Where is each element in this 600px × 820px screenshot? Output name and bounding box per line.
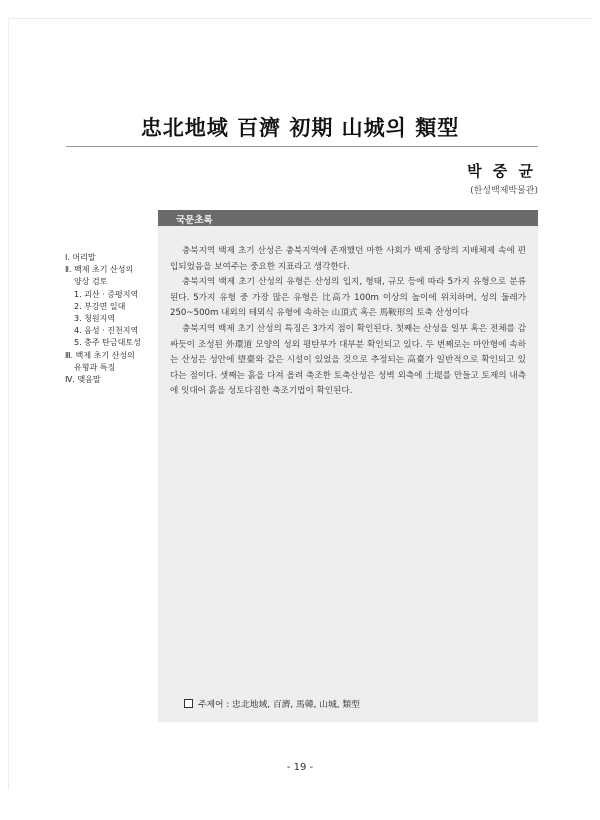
toc-item: Ⅱ. 백제 초기 산성의 [65, 265, 134, 275]
author-affiliation: (한성백제박물관) [470, 186, 538, 196]
toc-item: 2. 부강면 일대 [74, 301, 126, 311]
checkbox-square-icon [184, 699, 193, 708]
abstract-paragraph: 충북지역 백제 초기 산성의 유형은 산성의 입지, 형태, 규모 등에 따라 5가지 유형으로 분류된다. 5가지 유형 중 가장 많은 유형은 比高가 100m 이상의 높이에 위치하며, 성의 둘레가 250~500m 내외의 테뫼식 유형에 속하는 山頂式 혹은 馬鞍形의 토축 산성이다 [170, 277, 526, 319]
toc-item: Ⅲ. 백제 초기 산성의 [65, 350, 135, 360]
toc-item: Ⅰ. 머리말 [65, 253, 96, 262]
toc-item: Ⅳ. 맺음말 [65, 375, 101, 385]
keywords-line [184, 697, 360, 710]
toc-item: 유형과 특징 [74, 362, 116, 372]
table-of-contents [65, 252, 157, 386]
abstract-paragraph: 충북지역 백제 초기 산성의 특징은 3가지 점이 확인된다. 첫째는 산성을 일부 혹은 전체를 감싸듯이 조성된 外環道 모양의 성외 평탄부가 대부분 확인되고 있다. 두 번째로는 마안형에 속하는 산성은 성안에 望臺와 같은 시설이 있었을 것으로 추정되는 高臺가 일반적으로 확인되고 있다는 점이다. 셋째는 흙을 다져 올려 축조한 토축산성은 성벽 외측에 土堤를 만들고 토제의 내측에 잇대어 흙을 성토다짐한 축조기법이 확인된다. [170, 323, 526, 397]
abstract-box [158, 210, 538, 722]
page-border-top [8, 18, 592, 19]
toc-item: 양상 검토 [74, 277, 108, 287]
toc-item: 3. 청원지역 [74, 314, 116, 324]
page-number: - 19 - [286, 762, 314, 773]
toc-item: 4. 음성 · 진천지역 [74, 326, 139, 336]
abstract-paragraph: 충북지역 백제 초기 산성은 충북지역에 존재했던 마한 사회가 백제 중앙의 지배체제 속에 편입되었음을 보여주는 중요한 지표라고 생각한다. [170, 246, 526, 272]
keywords-text: 주제어 : 忠北地域, 百濟, 馬韓, 山城, 類型 [198, 700, 360, 710]
abstract-heading: 국문초록 [176, 215, 213, 226]
toc-item: 1. 괴산 · 증평지역 [74, 289, 139, 299]
abstract-header [158, 210, 538, 226]
paper-title: 忠北地域 百濟 初期 山城의 類型 [140, 115, 460, 140]
author-name: 박 중 균 [467, 162, 536, 180]
title-divider [66, 146, 538, 147]
toc-item: 5. 충주 탄금대토성 [74, 338, 141, 348]
abstract-body [170, 244, 526, 400]
